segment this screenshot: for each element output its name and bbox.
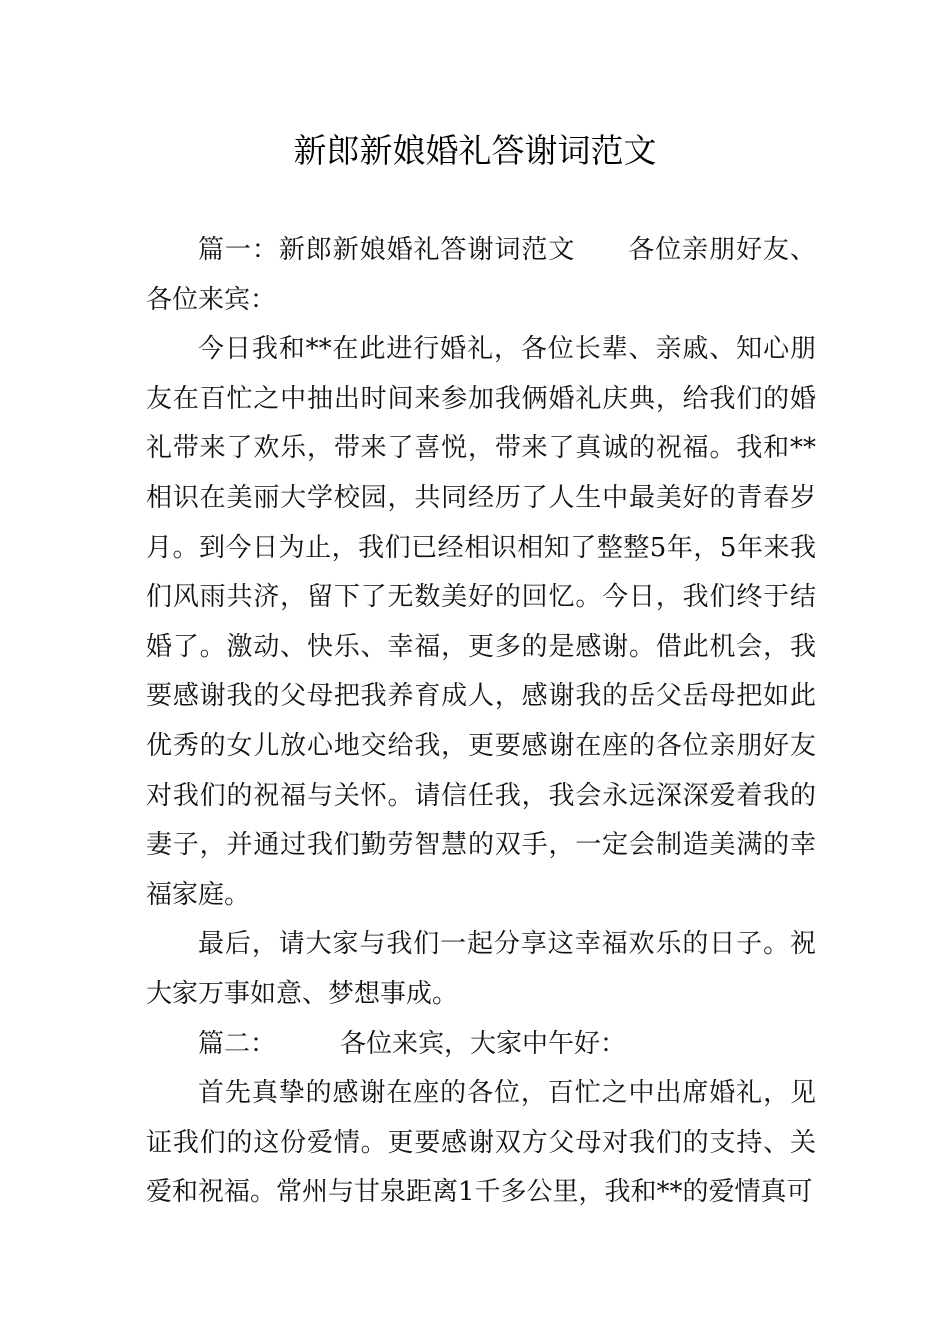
paragraph-5: 首先真挚的感谢在座的各位，百忙之中出席婚礼，见证我们的这份爱情。更要感谢双方父母对我们的支持、关爱和祝福。常州与甘泉距离1千多公里，我和**的爱情真可 — [146, 1078, 816, 1208]
paragraph-3: 最后，请大家与我们一起分享这幸福欢乐的日子。祝大家万事如意、梦想事成。 — [146, 929, 816, 1009]
paragraph-2: 今日我和**在此进行婚礼，各位长辈、亲戚、知心朋友在百忙之中抽出时间来参加我俩婚礼庆典，给我们的婚礼带来了欢乐，带来了喜悦，带来了真诚的祝福。我和**相识在美丽大学校园，共同经历了人生中最美好的青春岁月。到今日为止，我们已经相识相知了整整5年，5年来我们风雨共济，留下了无数美好的回忆。今日，我们终于结婚了。激动、快乐、幸福，更多的是感谢。借此机会，我要感谢我的父母把我养育成人，感谢我的岳父岳母把如此优秀的女儿放心地交给我，更要感谢在座的各位亲朋好友对我们的祝福与关怀。请信任我，我会永远深深爱着我的妻子，并通过我们勤劳智慧的双手，一定会制造美满的幸福家庭。 — [146, 334, 816, 910]
paragraph-1 — [146, 226, 816, 325]
document-body — [146, 226, 816, 1218]
section-heading-2: 篇二： — [198, 1028, 277, 1059]
section-heading-1: 篇一：新郎新娘婚礼答谢词范文 — [198, 235, 576, 265]
greeting-1: 各位亲朋好友、各位来宾： — [146, 235, 816, 315]
document-title: 新郎新娘婚礼答谢词范文 — [293, 131, 657, 170]
greeting-2: 各位来宾，大家中午好： — [340, 1028, 627, 1059]
paragraph-4 — [146, 1020, 816, 1070]
